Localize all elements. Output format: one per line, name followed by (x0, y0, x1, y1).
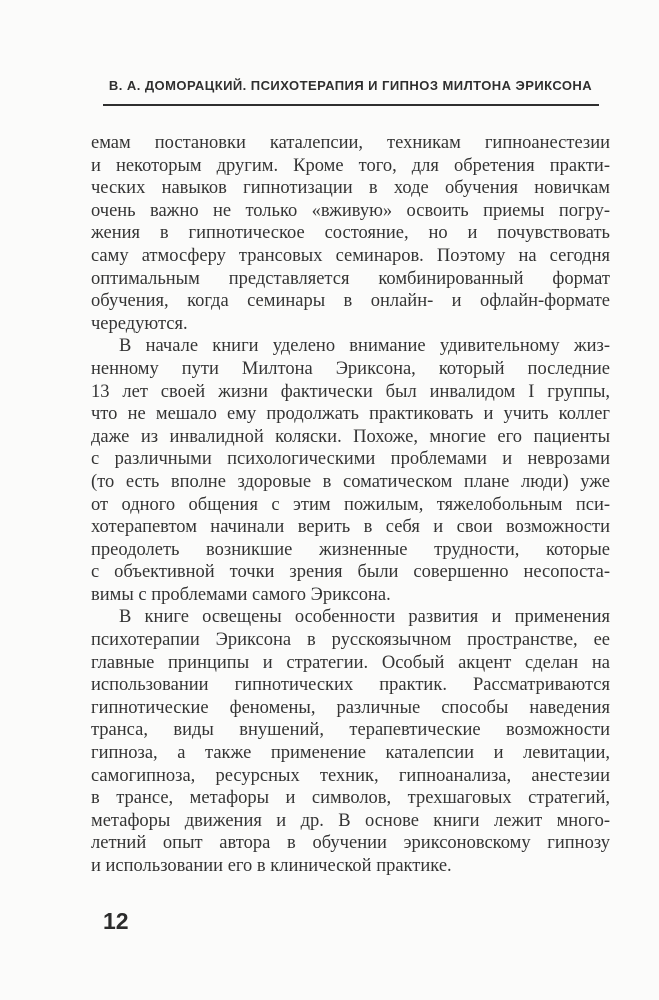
text-line: емам постановки каталепсии, техникам гипноанестезии (91, 133, 610, 153)
text-line: очень важно не только «вживую» освоить приемы погру- (91, 200, 610, 221)
text-line: даже из инвалидной коляски. Похоже, многие его пациенты (91, 426, 610, 447)
text-line: В начале книги уделено внимание удивительному жиз- (119, 336, 610, 357)
text-line: в трансе, метафоры и символов, трехшаговых стратегий, (91, 788, 610, 809)
text-line: гипноза, а также применение каталепсии и левитации, (91, 743, 610, 764)
text-line: с различными психологическими проблемами и неврозами (91, 449, 610, 470)
text-line: и некоторым другим. Кроме того, для обретения практи- (91, 155, 610, 176)
text-line: летний опыт автора в обучении эриксоновскому гипнозу (91, 833, 610, 854)
text-line: 13 лет своей жизни фактически был инвалидом I группы, (91, 381, 610, 402)
text-line: преодолеть возникшие жизненные трудности, которые (91, 539, 610, 560)
text-line: В книге освещены особенности развития и применения (119, 607, 610, 628)
text-line: главные принципы и стратегии. Особый акцент сделан на (91, 652, 610, 673)
text-line: с объективной точки зрения были совершенно несопоста- (91, 562, 610, 583)
text-line: жения в гипнотическое состояние, но и почувствовать (91, 223, 610, 244)
text-line: психотерапии Эриксона в русскоязычном пространстве, ее (91, 630, 610, 651)
text-line: оптимальным представляется комбинированный формат (91, 268, 610, 289)
text-line: хотерапевтом начинали верить в себя и свои возможности (91, 517, 610, 538)
page-number: 12 (103, 908, 129, 934)
running-header: В. А. ДОМОРАЦКИЙ. ПСИХОТЕРАПИЯ И ГИПНОЗ МИЛТОНА ЭРИКСОНА (108, 78, 593, 93)
page-body-text (91, 132, 610, 878)
text-line: и использовании его в клинической практике. (91, 856, 452, 876)
text-line: что не мешало ему продолжать практиковать и учить коллег (91, 404, 610, 425)
text-line: самогипноза, ресурсных техник, гипноанализа, анестезии (91, 765, 610, 786)
text-line: гипнотические феномены, различные способы наведения (91, 697, 610, 718)
text-line: ненному пути Милтона Эриксона, который последние (91, 358, 610, 379)
text-line: использовании гипнотических практик. Рассматриваются (91, 675, 610, 696)
header-rule-divider (103, 104, 599, 106)
text-line: вимы с проблемами самого Эриксона. (91, 584, 391, 605)
text-line: чередуются. (91, 313, 188, 334)
text-line: обучения, когда семинары в онлайн- и офлайн-формате (91, 291, 610, 312)
text-line: саму атмосферу трансовых семинаров. Поэтому на сегодня (91, 245, 610, 266)
text-line: ческих навыков гипнотизации в ходе обучения новичкам (91, 178, 610, 199)
text-line: метафоры движения и др. В основе книги лежит много- (91, 810, 610, 831)
text-line: от одного общения с этим пожилым, тяжелобольным пси- (91, 494, 610, 515)
text-line: транса, виды внушений, терапевтические возможности (91, 720, 610, 741)
text-line: (то есть вполне здоровые в соматическом плане люди) уже (91, 471, 610, 492)
